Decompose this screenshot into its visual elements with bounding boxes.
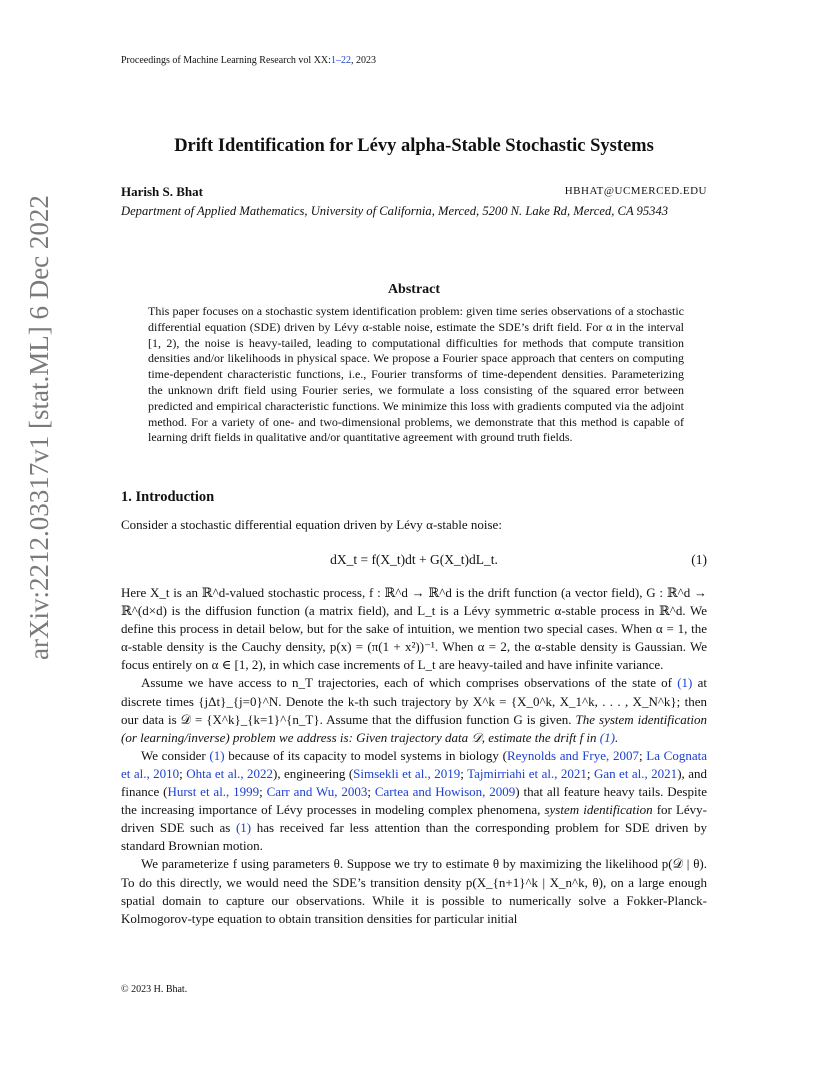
eq-ref-link[interactable]: (1)	[677, 675, 693, 691]
citation-link[interactable]: La Cognata et al., 2010	[121, 747, 707, 781]
author-affiliation: Department of Applied Mathematics, University of California, Merced, 5200 N. Lake Rd, Merced, CA 95343	[121, 204, 669, 218]
p3-text: ) that all feature heavy tails. Despite the increasing importance of Lévy processes in modeling complex phenomena,	[121, 784, 707, 818]
paper-title: Drift Identification for Lévy alpha-Stable Stochastic Systems	[174, 136, 654, 156]
abstract-text: This paper focuses on a stochastic system identification problem: given time series observations of a stochastic differential equation (SDE) driven by Lévy α-stable noise, estimate the SDE’s drift field. For α in the interval [1, 2), the noise is heavy-tailed, leading to computational difficulties for methods that compute transition densities and/or likelihoods in physical space. We propose a Fourier space approach that centers on computing time-dependent characteristic functions, i.e., Fourier transforms of time-dependent densities. Parameterizing the unknown drift field using Fourier series, we formulate a loss consisting of the squared error between predicted and empirical characteristic functions. We minimize this loss with gradients computed via the adjoint method. For a variety of one- and two-dimensional problems, we demonstrate that this method is capable of learning drift fields in qualitative and/or quantitative agreement with ground truth fields.	[148, 304, 684, 445]
citation-link[interactable]: Gan et al., 2021	[593, 765, 678, 781]
intro-lead-sentence: Consider a stochastic differential equation driven by Lévy α-stable noise:	[121, 517, 502, 532]
author-row	[121, 184, 707, 202]
citation-link[interactable]: Tajmirriahi et al., 2021	[467, 765, 587, 781]
equation-number: (1)	[691, 552, 707, 567]
p3-text: has received far less attention than the corresponding problem for SDE driven by standard Brownian motion.	[121, 820, 707, 854]
p3-text: ), engineering (	[273, 765, 354, 781]
arxiv-id-text: arXiv:2212.03317v1 [stat.ML] 6 Dec 2022	[24, 195, 54, 660]
page-range-link[interactable]: 1–22	[330, 55, 351, 66]
intro-body	[121, 584, 707, 928]
p3-text: because of its capacity to model systems in biology (	[224, 747, 507, 763]
p2-text-d: .	[614, 729, 619, 745]
running-header	[121, 55, 376, 66]
p2-text-a: Assume we have access to n_T trajectories, each of which comprises observations of the state of	[141, 675, 678, 691]
citation-link[interactable]: Carr and Wu, 2003	[266, 784, 368, 800]
p3-sep: ;	[367, 784, 375, 800]
copyright-footer: © 2023 H. Bhat.	[121, 984, 188, 995]
equation-body: dX_t = f(X_t)dt + G(X_t)dL_t.	[330, 552, 498, 567]
citation-link[interactable]: Reynolds and Frye, 2007	[506, 747, 639, 763]
p2-italic-text: The system identification (or learning/inverse) problem we address is: Given trajectory data 𝒟, estimate the drift f in	[121, 711, 707, 745]
eq-ref-link[interactable]: (1)	[599, 729, 615, 745]
eq-ref-link[interactable]: (1)	[235, 820, 252, 836]
venue-text: Proceedings of Machine Learning Research vol XX:	[121, 55, 331, 66]
p3-sep: ;	[460, 765, 468, 781]
equation-1	[121, 552, 707, 572]
citation-link[interactable]: Cartea and Howison, 2009	[374, 784, 516, 800]
p2-text-b: at discrete times {jΔt}_{j=0}^N. Denote the k-th such trajectory by X^k = {X_0^k, X_1^k, . . . , X_N^k}; then our data is 𝒟 = {X^k}_{k=1}^{n_T}. Assume that the diffusion function G is given.	[121, 675, 707, 727]
citation-link[interactable]: Hurst et al., 1999	[167, 784, 260, 800]
p3-text: for Lévy-driven SDE such as	[121, 802, 708, 836]
author-email: HBHAT@UCMERCED.EDU	[564, 185, 707, 197]
p3-sep: ;	[259, 784, 267, 800]
abstract-heading: Abstract	[387, 282, 441, 297]
author-name: Harish S. Bhat	[121, 184, 203, 199]
paragraph-2	[121, 674, 707, 746]
eq-ref-link[interactable]: (1)	[209, 747, 225, 763]
p3-sep: ;	[586, 765, 594, 781]
p3-italic-text: system identification	[544, 802, 653, 818]
citation-link[interactable]: Simsekli et al., 2019	[353, 765, 461, 781]
p3-sep: ;	[179, 765, 187, 781]
citation-link[interactable]: Ohta et al., 2022	[186, 765, 274, 781]
paragraph-3	[121, 747, 707, 856]
section-heading: 1. Introduction	[121, 489, 215, 505]
year-text: , 2023	[350, 55, 376, 66]
paragraph-1: Here X_t is an ℝ^d-valued stochastic process, f : ℝ^d → ℝ^d is the drift function (a vector field), G : ℝ^d → ℝ^(d×d) is the diffusion function (a matrix field), and L_t is a Lévy symmetric α-stable process in ℝ^d. We define this process in detail below, but for the sake of intuition, we mention two special cases. When α = 1, the α-stable density is the Cauchy density, p(x) = (π(1 + x²))⁻¹. When α = 2, the α-stable density is Gaussian. We focus entirely on α ∈ [1, 2), in which case increments of L_t are heavy-tailed and have infinite variance.	[121, 585, 707, 673]
p3-text: We consider	[141, 747, 210, 763]
p3-text: ), and finance (	[121, 765, 707, 800]
p3-sep: ;	[638, 747, 647, 763]
paragraph-4: We parameterize f using parameters θ. Suppose we try to estimate θ by maximizing the likelihood p(𝒟 | θ). To do this directly, we would need the SDE’s transition density p(X_{n+1}^k | X_n^k, θ), on a large enough spatial domain to capture our observations. While it is possible to numerically solve a Fokker-Planck-Kolmogorov-type equation to obtain transition densities for particular initial	[121, 856, 707, 926]
